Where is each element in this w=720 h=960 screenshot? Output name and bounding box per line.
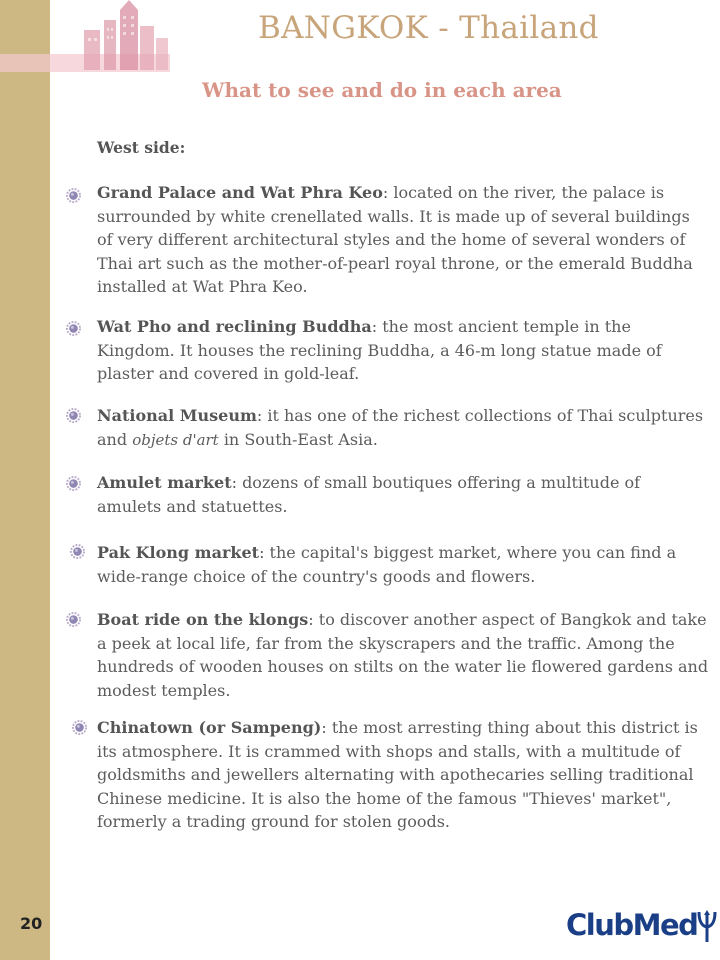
attraction-name: National Museum [97, 406, 257, 425]
list-item: Chinatown (or Sampeng): the most arresting thing about this district is its atmosphere. It is crammed with shops and stalls, with a multitude of goldsmiths and jewellers alternating with apothecaries selling traditional Chinese medicine. It is also the home of the famous "Thieves' market", formerly a trading ground for stolen goods. [97, 718, 698, 831]
list-item: Grand Palace and Wat Phra Keo: located on the river, the palace is surrounded by white crenellated walls. It is made up of several buildings of very different architectural styles and the home of several wonders of Thai art such as the mother-of-pearl royal throne, or the emerald Buddha installed at Wat Phra Keo. [97, 183, 693, 296]
list-item: Wat Pho and reclining Buddha: the most ancient temple in the Kingdom. It houses the reclining Buddha, a 46-m long statue made of plaster and covered in gold-leaf. [97, 317, 662, 383]
attraction-description: located on the river, the palace is surrounded by white crenellated walls. It is made up of several buildings of very different architectural styles and the home of several wonders of Thai art such as the mother-of-pearl royal throne, or the emerald Buddha installed at Wat Phra Keo. [97, 183, 693, 296]
section-heading: West side: [97, 138, 186, 157]
list-item: Pak Klong market: the capital's biggest market, where you can find a wide-range choice of the country's goods and flowers. [97, 543, 677, 586]
page-subtitle: What to see and do in each area [202, 78, 562, 102]
list-item: Boat ride on the klongs: to discover another aspect of Bangkok and take a peek at local life, far from the skyscrapers and the traffic. Among the hundreds of wooden houses on stilts on the water lie flowered gardens and modest temples. [97, 610, 709, 700]
attraction-name: Wat Pho and reclining Buddha [97, 317, 372, 336]
gear-bullet-icon [66, 476, 81, 491]
page-number: 20 [20, 914, 43, 933]
club-med-logo: ClubMed [566, 908, 698, 942]
gear-bullet-icon [70, 544, 85, 559]
attraction-description: the most arresting thing about this district is its atmosphere. It is crammed with shops and stalls, with a multitude of goldsmiths and jewellers alternating with apothecaries selling traditional Chinese medicine. It is also the home of the famous "Thieves' market", formerly a trading ground for stolen goods. [97, 718, 698, 831]
attraction-name: Chinatown (or Sampeng) [97, 718, 322, 737]
page-title: BANGKOK - Thailand [258, 10, 599, 46]
gear-bullet-icon [72, 720, 87, 735]
attraction-description: the most ancient temple in the Kingdom. It houses the reclining Buddha, a 46-m long statue made of plaster and covered in gold-leaf. [97, 317, 662, 383]
trident-icon [696, 908, 718, 944]
attraction-description: the capital's biggest market, where you can find a wide-range choice of the country's goods and flowers. [97, 543, 677, 586]
list-item: National Museum: it has one of the richest collections of Thai sculptures and objets d'art in South-East Asia. [97, 406, 704, 449]
gear-bullet-icon [66, 612, 81, 627]
attraction-description-end: in South-East Asia. [223, 429, 378, 449]
gear-bullet-icon [66, 188, 81, 203]
gear-bullet-icon [66, 321, 81, 336]
attraction-description-italic: objets d'art [132, 430, 219, 449]
attraction-name: Pak Klong market [97, 543, 260, 562]
attraction-description: dozens of small boutiques offering a multitude of amulets and statuettes. [97, 473, 641, 516]
attraction-name: Amulet market [97, 473, 232, 492]
gear-bullet-icon [66, 408, 81, 423]
attraction-description: to discover another aspect of Bangkok and take a peek at local life, far from the skyscrapers and the traffic. Among the hundreds of wooden houses on stilts on the water lie flowered gardens and modest temples. [97, 610, 709, 700]
attraction-description: it has one of the richest collections of Thai sculptures and [97, 406, 704, 449]
attraction-name: Boat ride on the klongs [97, 610, 309, 629]
list-item: Amulet market: dozens of small boutiques offering a multitude of amulets and statuettes. [97, 473, 641, 516]
attraction-name: Grand Palace and Wat Phra Keo [97, 183, 383, 202]
